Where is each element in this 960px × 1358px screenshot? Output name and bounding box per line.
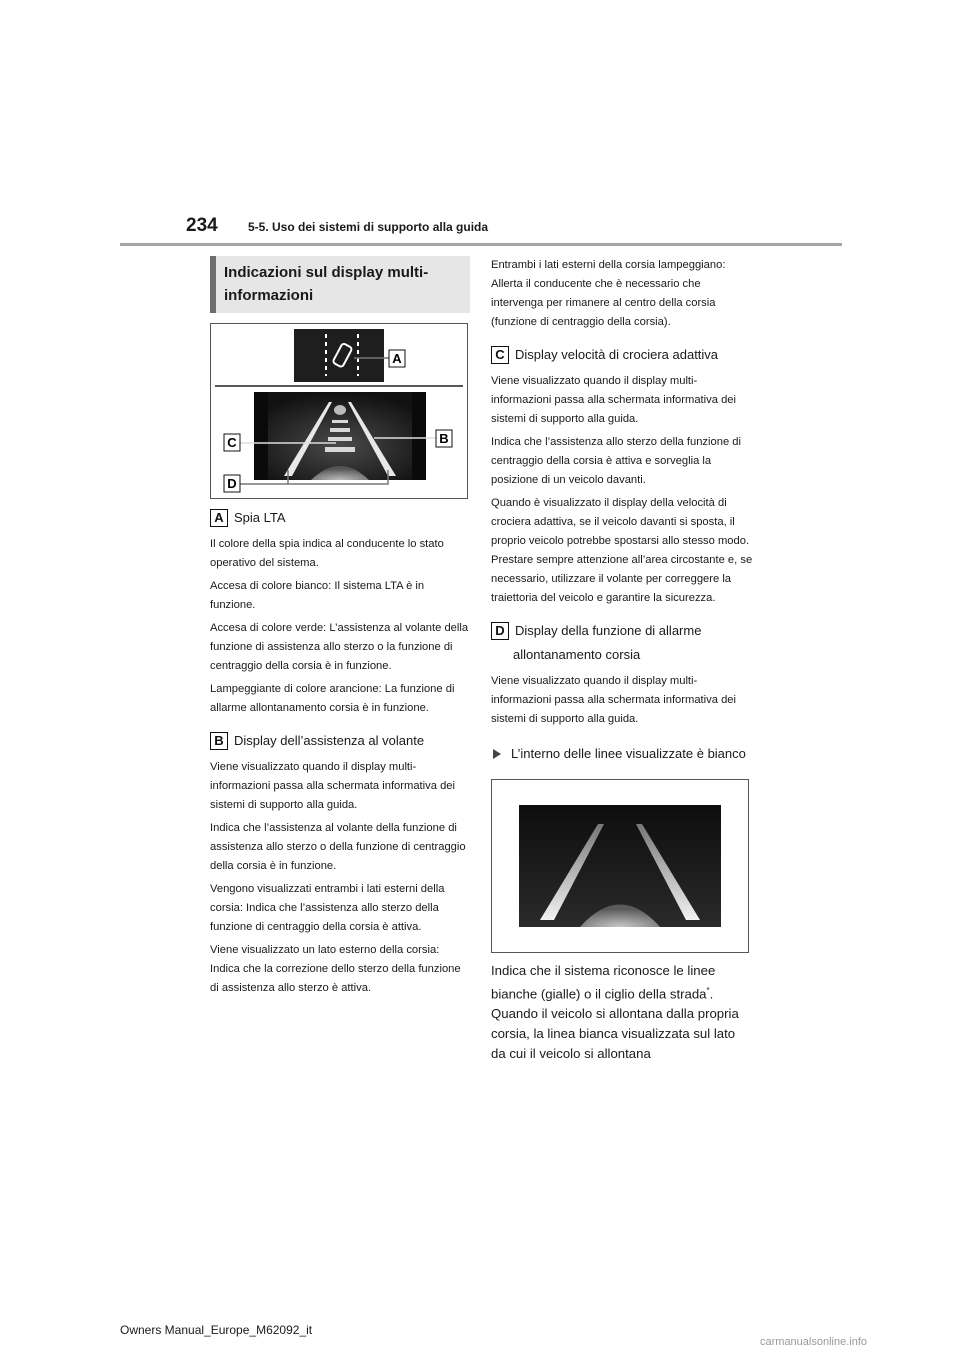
lane-display-left-shade [254, 392, 268, 480]
final-text-b: . Quando il veicolo si allontana dalla propria corsia, la linea bianca visualizzata sul lato da cui il veicolo si allontana [491, 986, 739, 1062]
b-paragraph-1: Viene visualizzato quando il display multi-informazioni passa alla schermata informativa dei sistemi di supporto alla guida. [210, 761, 455, 811]
footnote-marker: * [706, 986, 710, 995]
letter-c-box: C [491, 346, 509, 364]
bullet-text: L’interno delle linee visualizzate è bianco [511, 746, 746, 761]
page-number: 234 [186, 215, 218, 236]
c-paragraph-2: Indica che l’assistenza allo sterzo della funzione di centraggio della corsia è attiva e sorveglia la posizione di un veicolo davanti. [491, 436, 741, 486]
b-paragraph-4: Viene visualizzato un lato esterno della corsia: Indica che la correzione dello sterzo della funzione di assistenza allo sterzo è attiva. [210, 944, 461, 994]
section-title: 5-5. Uso dei sistemi di supporto alla guida [248, 220, 489, 234]
a-paragraph-2: Accesa di colore bianco: Il sistema LTA è in funzione. [210, 580, 425, 611]
c-paragraph-3: Quando è visualizzato il display della velocità di crociera adattiva, se il veicolo davanti si sposta, il proprio veicolo potrebbe spostarsi allo stesso modo. Prestare sempre attenzione all’area circostante e, se necessario, utilizzare il volante per correggere la traiettoria del veicolo e garantire la sicurezza. [491, 497, 753, 604]
subhead-a-title: Spia LTA [234, 510, 286, 525]
a-paragraph-3: Accesa di colore verde: L’assistenza al volante della funzione di assistenza allo sterzo o la funzione di centraggio della corsia è in funzione. [210, 622, 469, 672]
label-d: D [227, 476, 237, 491]
subhead-a [210, 509, 470, 527]
preceding-vehicle [334, 405, 346, 415]
subhead-d-title-line1: Display della funzione di allarme [515, 623, 702, 638]
bullet-item [491, 743, 753, 765]
subhead-d-title-line2: allontanamento corsia [513, 647, 641, 662]
lane-display-right-shade [412, 392, 426, 480]
header-rule [120, 243, 842, 246]
label-c: C [227, 435, 237, 450]
b-paragraph-3: Vengono visualizzati entrambi i lati esterni della corsia: Indica che l’assistenza allo sterzo della funzione di centraggio della corsia è attiva. [210, 883, 445, 933]
display-illustration-svg [211, 324, 467, 498]
b-continued: Entrambi i lati esterni della corsia lampeggiano: Allerta il conducente che è necessario che intervenga per rimanere al centro della corsia (funzione di centraggio della corsia). [491, 259, 726, 328]
subhead-d [491, 622, 753, 664]
letter-d-box: D [491, 622, 509, 640]
footer-manual: Owners Manual_Europe_M62092_it [120, 1323, 313, 1337]
display-illustration [210, 323, 468, 499]
subhead-b [210, 732, 470, 750]
label-a: A [392, 351, 402, 366]
a-paragraph-4: Lampeggiante di colore arancione: La funzione di allarme allontanamento corsia è in funzione. [210, 683, 455, 714]
b-paragraph-2: Indica che l’assistenza al volante della funzione di assistenza allo sterzo o della funzione di centraggio della corsia è in funzione. [210, 822, 466, 872]
a-paragraph-1: Il colore della spia indica al conducente lo stato operativo del sistema. [210, 538, 444, 569]
final-text-a: Indica che il sistema riconosce le linee bianche (gialle) o il ciglio della strada [491, 963, 716, 1002]
heading-line-1: Indicazioni sul display multi- [224, 264, 429, 281]
heading-line-2: informazioni [224, 287, 314, 304]
c-paragraph-1: Viene visualizzato quando il display multi-informazioni passa alla schermata informativa dei sistemi di supporto alla guida. [491, 375, 736, 425]
left-column [210, 256, 470, 1002]
lta-indicator-panel [294, 329, 384, 382]
lane-lines-illustration [491, 779, 749, 953]
watermark: carmanualsonline.info [760, 1336, 868, 1348]
letter-a-box: A [210, 509, 228, 527]
subhead-b-title: Display dell’assistenza al volante [234, 733, 425, 748]
d-paragraph: Viene visualizzato quando il display multi-informazioni passa alla schermata informativa dei sistemi di supporto alla guida. [491, 675, 736, 725]
section-heading [210, 256, 470, 313]
subhead-c [491, 346, 753, 364]
triangle-bullet-icon [493, 749, 501, 759]
subhead-c-title: Display velocità di crociera adattiva [515, 347, 719, 362]
letter-b-box: B [210, 732, 228, 750]
right-column [491, 256, 753, 1064]
final-text [491, 961, 753, 1064]
lane-lines-illustration-svg [492, 780, 748, 952]
label-b: B [439, 431, 449, 446]
